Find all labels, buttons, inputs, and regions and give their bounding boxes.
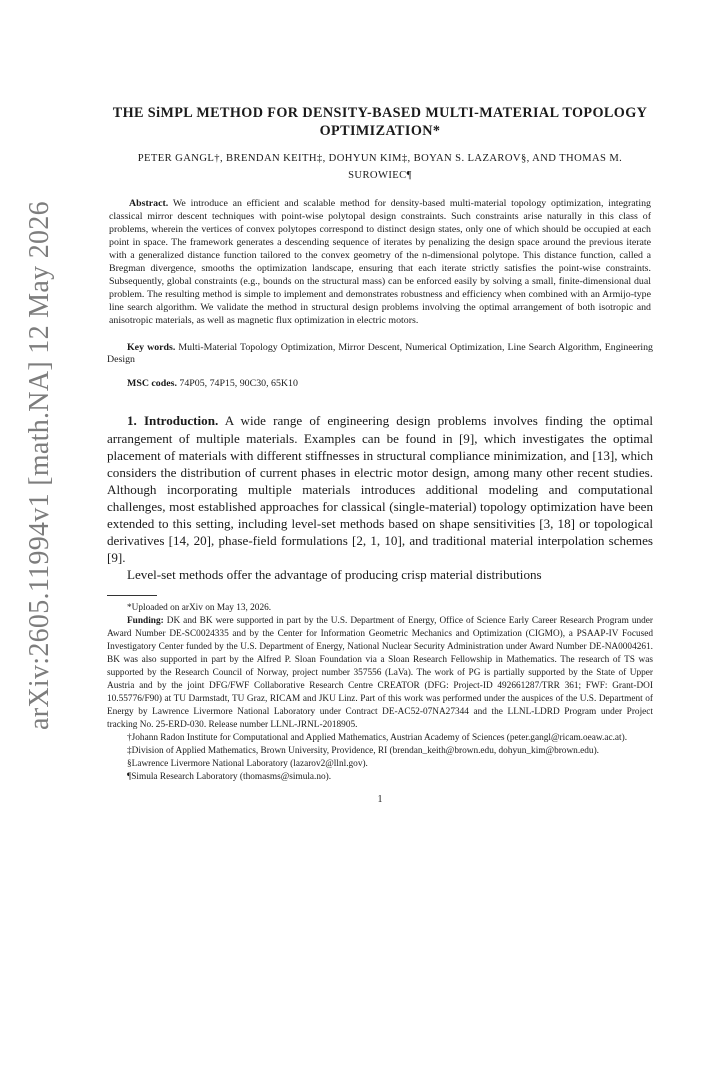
keywords (107, 342, 653, 368)
keywords-label: Key words. (127, 341, 176, 353)
abstract (107, 198, 653, 328)
arxiv-side-stamp: arXiv:2605.11994v1 [math.NA] 12 May 2026 (24, 201, 55, 730)
page-number: 1 (377, 793, 383, 805)
funding-text: DK and BK were supported in part by the U.S. Department of Energy, Office of Science Early Career Research Program under Award Number DE-SC0024335 and by the Center for Information Geometric Mechanics and Optimization (CIGMO), a PSAAP-IV Focused Investigatory Center funded by the U.S. Department of Energy, National Nuclear Security Administration under Award Number DE-NA0004261. BK was also supported in part by the Alfred P. Sloan Foundation via a Sloan Research Fellowship in Mathematics. The research of TS was supported by the Research Council of Norway, project number 357556 (LaVa). The work of PG is partially supported by the State of Upper Austria and by the joint DFG/FWF Collaborative Research Centre CREATOR (DFG: Project-ID 492661287/TRR 361; FWF: Grant-DOI 10.55776/F90) at TU Darmstadt, TU Graz, RICAM and JKU Linz. Part of this work was performed under the auspices of the U.S. Department of Energy by Lawrence Livermore National Laboratory under Contract DE-AC52-07NA27344 and the LLNL-LDRD Program under Project tracking No. 25-ERD-030. Release number LLNL-JRNL-2018905. (107, 616, 653, 730)
author-list: PETER GANGL†, BRENDAN KEITH‡, DOHYUN KIM‡, BOYAN S. LAZAROV§, AND THOMAS M. SUROWIEC¶ (137, 153, 623, 181)
footnote-affiliation-llnl: §Lawrence Livermore National Laboratory (lazarov2@llnl.gov). (127, 758, 368, 769)
msc-label: MSC codes. (127, 378, 177, 390)
footnote-divider (107, 595, 157, 596)
footnote-upload: *Uploaded on arXiv on May 13, 2026. (127, 603, 272, 614)
footnotes (107, 602, 653, 783)
section-heading: 1. Introduction. (127, 413, 219, 429)
intro-paragraph-2: Level-set methods offer the advantage of producing crisp material distributions (127, 567, 542, 583)
footnote-affiliation-gangl: †Johann Radon Institute for Computational and Applied Mathematics, Austrian Academy of Sciences (peter.gangl@ricam.oeaw.ac.at). (127, 732, 628, 743)
funding-label: Funding: (127, 616, 164, 627)
abstract-label: Abstract. (129, 198, 169, 209)
footnote-affiliation-simula: ¶Simula Research Laboratory (thomasms@simula.no). (127, 771, 332, 782)
footnote-affiliation-brown: ‡Division of Applied Mathematics, Brown University, Providence, RI (brendan_keith@brown.edu, dohyun_kim@brown.edu). (127, 745, 599, 756)
intro-paragraph-1 (107, 412, 653, 566)
msc-text: 74P05, 74P15, 90C30, 65K10 (179, 378, 298, 390)
paper-page (107, 104, 653, 805)
abstract-text: We introduce an efficient and scalable method for density-based multi-material topology optimization, integrating classical mirror descent techniques with point-wise polytopal design constraints. Such constraints arise naturally in this class of problems, wherein the vertices of convex polytopes correspond to distinct design states, only one of which should be occupied at each point in space. The framework generates a descending sequence of iterates by penalizing the design space around the previous iterate with a generalized distance function tailored to the convex geometry of the n-dimensional polytope. This distance function, called a Bregman divergence, smooths the optimization landscape, ensuring that each iterate strictly satisfies the point-wise constraints. Subsequently, global constraints (e.g., bounds on the structural mass) can be enforced easily by solving a small, finite-dimensional dual problem. The resulting method is simple to implement and demonstrates robustness and efficiency when combined with an Armijo-type line search algorithm. We validate the method in structural design problems involving the optimal arrangement of both isotropic and anisotropic materials, as well as magnetic flux optimization in electric motors. (109, 198, 651, 326)
intro-paragraph-1-text: A wide range of engineering design problems involves finding the optimal arrangement of multiple materials. Examples can be found in [9], which investigates the optimal placement of materials with different stiffnesses in structural compliance minimization, and [13], which considers the distribution of current phases in electric motor design, among many other recent studies. Although incorporating multiple materials introduces additional modeling and computational challenges, most established approaches for classical (single-material) topology optimization have been extended to this setting, including level-set methods based on shape sensitivities [3, 18] or topological derivatives [14, 20], phase-field formulations [2, 1, 10], and traditional material interpolation schemes [9]. (107, 413, 653, 566)
msc-codes (107, 377, 653, 390)
keywords-text: Multi-Material Topology Optimization, Mirror Descent, Numerical Optimization, Line Search Algorithm, Engineering Design (107, 341, 653, 366)
introduction-section (107, 412, 653, 583)
paper-title: THE SiMPL METHOD FOR DENSITY-BASED MULTI-MATERIAL TOPOLOGY OPTIMIZATION* (112, 105, 648, 139)
footnote-funding (107, 615, 653, 732)
